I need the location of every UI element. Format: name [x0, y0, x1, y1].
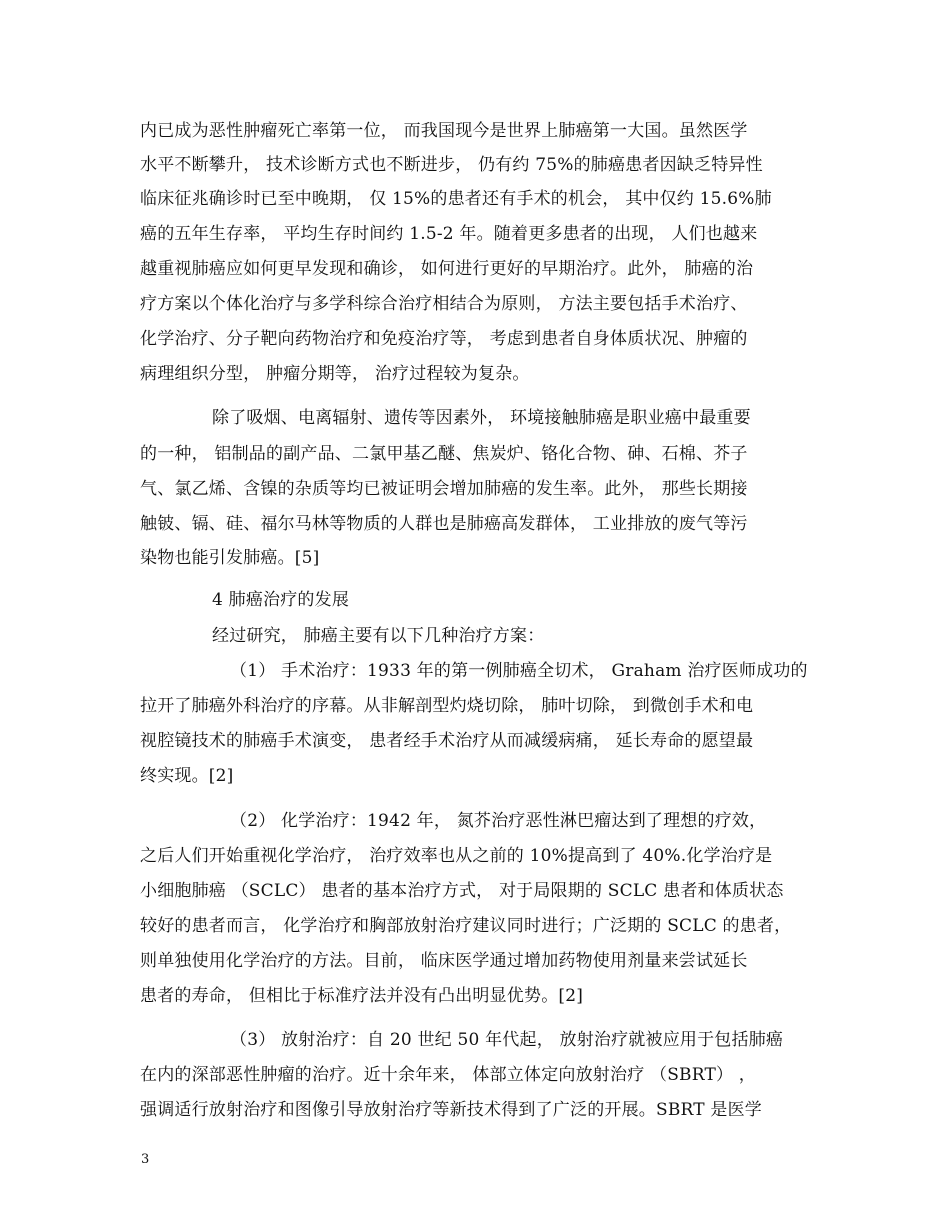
paragraph-first-line: 经过研究， 肺癌主要有以下几种治疗方案： — [212, 626, 545, 646]
text-line: 触铍、镉、硅、福尔马林等物质的人群也是肺癌高发群体， 工业排放的废气等污 — [140, 514, 748, 534]
text-line: 强调适行放射治疗和图像引导放射治疗等新技术得到了广泛的开展。SBRT 是医学 — [140, 1100, 762, 1120]
text-line: 病理组织分型， 肿瘤分期等， 治疗过程较为复杂。 — [140, 364, 530, 384]
text-line: 患者的寿命， 但相比于标准疗法并没有凸出明显优势。[2] — [140, 986, 584, 1006]
text-line: 内已成为恶性肿瘤死亡率第一位， 而我国现今是世界上肺癌第一大国。虽然医学 — [140, 121, 748, 141]
section-heading: 4 肺癌治疗的发展 — [212, 590, 350, 610]
text-line: 化学治疗、分子靶向药物治疗和免疫治疗等， 考虑到患者自身体质状况、肿瘤的 — [140, 329, 748, 349]
text-line: 终实现。[2] — [140, 766, 234, 786]
text-line: 拉开了肺癌外科治疗的序幕。从非解剖型灼烧切除， 肺叶切除， 到微创手术和电 — [140, 696, 754, 716]
text-line: 小细胞肺癌 （SCLC） 患者的基本治疗方式， 对于局限期的 SCLC 患者和体质状态 — [140, 881, 784, 901]
text-line: 视腔镜技术的肺癌手术演变， 患者经手术治疗从而减缓病痛， 延长寿命的愿望最 — [140, 731, 754, 751]
text-line: 气、氯乙烯、含镍的杂质等均已被证明会增加肺癌的发生率。此外， 那些长期接 — [140, 479, 748, 499]
text-line: 染物也能引发肺癌。[5] — [140, 548, 320, 568]
paragraph-first-line: 除了吸烟、电离辐射、遗传等因素外， 环境接触肺癌是职业癌中最重要 — [212, 408, 751, 428]
text-line: 水平不断攀升， 技术诊断方式也不断进步， 仍有约 75%的肺癌患者因缺乏特异性 — [140, 155, 763, 175]
text-line: 临床征兆确诊时已至中晚期， 仅 15%的患者还有手术的机会， 其中仅约 15.6%肺 — [140, 189, 772, 209]
text-line: 之后人们开始重视化学治疗， 治疗效率也从之前的 10%提高到了 40%.化学治疗是 — [140, 846, 773, 866]
text-line: 越重视肺癌应如何更早发现和确诊， 如何进行更好的早期治疗。此外， 肺癌的治 — [140, 259, 754, 279]
page-number: 3 — [141, 1152, 150, 1167]
list-item-surgery: （1） 手术治疗：1933 年的第一例肺癌全切术， Graham 治疗医师成功的 — [230, 661, 808, 681]
text-line: 疗方案以个体化治疗与多学科综合治疗相结合为原则， 方法主要包括手术治疗、 — [140, 294, 748, 314]
text-line: 在内的深部恶性肿瘤的治疗。近十余年来， 体部立体定向放射治疗 （SBRT） ， — [140, 1065, 756, 1085]
text-line: 癌的五年生存率， 平均生存时间约 1.5-2 年。随着更多患者的出现， 人们也越来 — [140, 224, 758, 244]
text-line: 则单独使用化学治疗的方法。目前， 临床医学通过增加药物使用剂量来尝试延长 — [140, 951, 748, 971]
text-line: 较好的患者而言， 化学治疗和胸部放射治疗建议同时进行；广泛期的 SCLC 的患者， — [140, 916, 792, 936]
list-item-radiotherapy: （3） 放射治疗：自 20 世纪 50 年代起， 放射治疗就被应用于包括肺癌 — [230, 1030, 784, 1050]
text-line: 的一种， 铝制品的副产品、二氯甲基乙醚、焦炭炉、铬化合物、砷、石棉、芥子 — [140, 444, 748, 464]
list-item-chemotherapy: （2） 化学治疗：1942 年， 氮芥治疗恶性淋巴瘤达到了理想的疗效， — [230, 811, 767, 831]
